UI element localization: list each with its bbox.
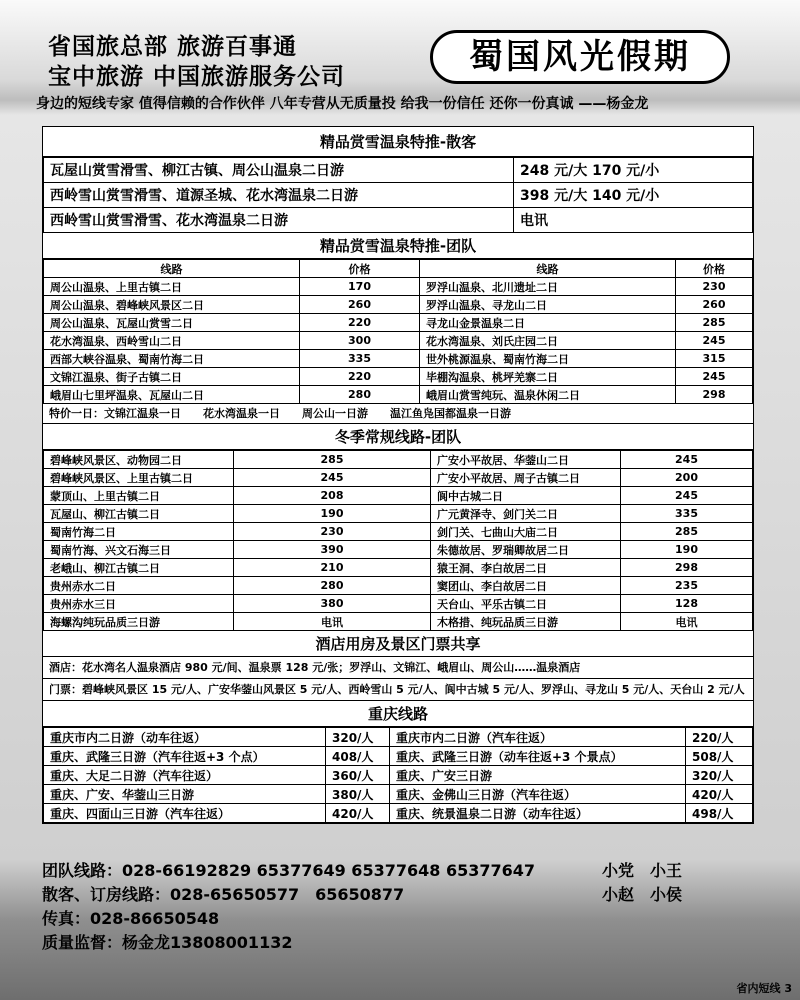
- price-cell: 300: [300, 332, 420, 350]
- fax-row: [42, 906, 762, 930]
- fax-line: 传真：028-86650548: [42, 909, 220, 928]
- route-cell: 西岭雪山赏雪滑雪、道源圣城、花水湾温泉二日游: [44, 183, 514, 208]
- price-cell: 398 元/大 140 元/小: [514, 183, 753, 208]
- price-cell: 190: [234, 505, 431, 523]
- price-cell: 230: [676, 278, 753, 296]
- price-cell: 260: [300, 296, 420, 314]
- route-cell: 贵州赤水二日: [44, 577, 234, 595]
- price-cell: 380: [234, 595, 431, 613]
- group-phone-line: 团队线路：028-66192829 65377649 65377648 65377647: [42, 861, 536, 880]
- price-cell: 128: [621, 595, 753, 613]
- route-cell: 寻龙山金景温泉二日: [420, 314, 676, 332]
- route-cell: 重庆、大足二日游（汽车往返）: [44, 766, 326, 785]
- table-row: [44, 613, 753, 631]
- price-cell: 248 元/大 170 元/小: [514, 158, 753, 183]
- price-cell: 电讯: [234, 613, 431, 631]
- retail-table: [43, 157, 753, 233]
- retail-contact-people: 小赵 小侯: [602, 885, 683, 904]
- section-title-chongqing: 重庆线路: [43, 701, 753, 727]
- route-cell: 重庆、武隆三日游（汽车往返+3 个点）: [44, 747, 326, 766]
- group-contact-row: [42, 858, 762, 882]
- price-cell: 245: [234, 469, 431, 487]
- route-cell: 老峨山、柳江古镇二日: [44, 559, 234, 577]
- table-row: [44, 766, 753, 785]
- route-cell: 重庆、金佛山三日游（汽车往返）: [390, 785, 686, 804]
- price-cell: 230: [234, 523, 431, 541]
- price-cell: 298: [676, 386, 753, 404]
- table-row: [44, 487, 753, 505]
- table-row: [44, 577, 753, 595]
- route-cell: 瓦屋山赏雪滑雪、柳江古镇、周公山温泉二日游: [44, 158, 514, 183]
- route-cell: 蒙顶山、上里古镇二日: [44, 487, 234, 505]
- price-cell: 320/人: [686, 766, 753, 785]
- price-cell: 280: [234, 577, 431, 595]
- price-cell: 280: [300, 386, 420, 404]
- table-row: [44, 559, 753, 577]
- main-board: [42, 126, 754, 824]
- price-cell: 245: [621, 451, 753, 469]
- route-cell: 广元黄泽寺、剑门关二日: [431, 505, 621, 523]
- retail-phone-line: 散客、订房线路：028-65650577 65650877: [42, 885, 405, 904]
- price-cell: 285: [234, 451, 431, 469]
- route-cell: 朱德故居、罗瑞卿故居二日: [431, 541, 621, 559]
- route-cell: 蜀南竹海二日: [44, 523, 234, 541]
- price-cell: 380/人: [326, 785, 390, 804]
- price-cell: 电讯: [514, 208, 753, 233]
- price-cell: 285: [621, 523, 753, 541]
- price-cell: 208: [234, 487, 431, 505]
- section-title-winter-routes: 冬季常规线路-团队: [43, 424, 753, 450]
- page-header: [0, 0, 800, 120]
- price-cell: 320/人: [326, 728, 390, 747]
- price-cell: 245: [676, 332, 753, 350]
- route-cell: 峨眉山七里坪温泉、瓦屋山二日: [44, 386, 300, 404]
- price-cell: 408/人: [326, 747, 390, 766]
- column-header-route: 线路: [44, 260, 300, 278]
- table-row: [44, 523, 753, 541]
- table-row: [44, 541, 753, 559]
- route-cell: 西岭雪山赏雪滑雪、花水湾温泉二日游: [44, 208, 514, 233]
- route-cell: 木格措、纯玩品质三日游: [431, 613, 621, 631]
- route-cell: 重庆、广安、华蓥山三日游: [44, 785, 326, 804]
- table-row: [44, 747, 753, 766]
- quality-row: [42, 930, 762, 954]
- route-cell: 广安小平故居、周子古镇二日: [431, 469, 621, 487]
- route-cell: 贵州赤水三日: [44, 595, 234, 613]
- hotel-info: 酒店：花水湾名人温泉酒店 980 元/间、温泉票 128 元/张；罗浮山、文锦江、峨眉山、周公山……温泉酒店: [43, 657, 753, 679]
- route-cell: 毕棚沟温泉、桃坪羌寨二日: [420, 368, 676, 386]
- table-row: [44, 368, 753, 386]
- table-row: [44, 278, 753, 296]
- ticket-info: 门票：碧峰峡风景区 15 元/人、广安华蓥山风景区 5 元/人、西岭雪山 5 元/人、阆中古城 5 元/人、罗浮山、寻龙山 5 元/人、天台山 2 元/人: [43, 679, 753, 701]
- route-cell: 花水湾温泉、西岭雪山二日: [44, 332, 300, 350]
- price-cell: 电讯: [621, 613, 753, 631]
- table-row: [44, 296, 753, 314]
- contact-block: [42, 858, 762, 954]
- route-cell: 西部大峡谷温泉、蜀南竹海二日: [44, 350, 300, 368]
- table-header-row: [44, 260, 753, 278]
- route-cell: 瓦屋山、柳江古镇二日: [44, 505, 234, 523]
- price-cell: 190: [621, 541, 753, 559]
- column-header-price: 价格: [300, 260, 420, 278]
- price-cell: 420/人: [326, 804, 390, 823]
- price-cell: 335: [300, 350, 420, 368]
- table-row: [44, 469, 753, 487]
- route-cell: 重庆、统景温泉二日游（动车往返）: [390, 804, 686, 823]
- table-row: [44, 785, 753, 804]
- retail-contact-row: [42, 882, 762, 906]
- price-cell: 170: [300, 278, 420, 296]
- header-line-1: 省国旅总部 旅游百事通: [48, 34, 298, 60]
- table-row: [44, 158, 753, 183]
- table-row: [44, 728, 753, 747]
- route-cell: 广安小平故居、华蓥山二日: [431, 451, 621, 469]
- price-cell: 220: [300, 368, 420, 386]
- table-row: [44, 386, 753, 404]
- price-cell: 260: [676, 296, 753, 314]
- table-row: [44, 505, 753, 523]
- table-row: [44, 314, 753, 332]
- price-cell: 498/人: [686, 804, 753, 823]
- route-cell: 周公山温泉、瓦屋山赏雪二日: [44, 314, 300, 332]
- route-cell: 周公山温泉、上里古镇二日: [44, 278, 300, 296]
- table-row: [44, 208, 753, 233]
- route-cell: 重庆、四面山三日游（汽车往返）: [44, 804, 326, 823]
- price-cell: 245: [621, 487, 753, 505]
- price-cell: 508/人: [686, 747, 753, 766]
- brand-logo: 蜀国风光假期: [430, 30, 730, 84]
- section-title-hotel-tickets: 酒店用房及景区门票共享: [43, 631, 753, 657]
- route-cell: 花水湾温泉、刘氏庄园二日: [420, 332, 676, 350]
- route-cell: 周公山温泉、碧峰峡风景区二日: [44, 296, 300, 314]
- table-row: [44, 332, 753, 350]
- group-hotspring-table: [43, 259, 753, 404]
- page-footer: 省内短线 3: [736, 982, 792, 995]
- route-cell: 重庆市内二日游（汽车往返）: [390, 728, 686, 747]
- section-title-retail: 精品赏雪温泉特推-散客: [43, 127, 753, 157]
- column-header-price: 价格: [676, 260, 753, 278]
- quality-supervision-line: 质量监督：杨金龙13808001132: [42, 933, 293, 952]
- route-cell: 罗浮山温泉、寻龙山二日: [420, 296, 676, 314]
- route-cell: 峨眉山赏雪纯玩、温泉休闲二日: [420, 386, 676, 404]
- table-row: [44, 804, 753, 823]
- price-cell: 245: [676, 368, 753, 386]
- route-cell: 碧峰峡风景区、上里古镇二日: [44, 469, 234, 487]
- route-cell: 重庆、广安三日游: [390, 766, 686, 785]
- section-title-group-hotspring: 精品赏雪温泉特推-团队: [43, 233, 753, 259]
- special-offer-line: 特价一日：文锦江温泉一日 花水湾温泉一日 周公山一日游 温江鱼凫国都温泉一日游: [43, 404, 753, 424]
- header-line-2: 宝中旅游 中国旅游服务公司: [48, 64, 346, 90]
- route-cell: 海螺沟纯玩品质三日游: [44, 613, 234, 631]
- price-cell: 285: [676, 314, 753, 332]
- price-cell: 360/人: [326, 766, 390, 785]
- route-cell: 天台山、平乐古镇二日: [431, 595, 621, 613]
- price-cell: 335: [621, 505, 753, 523]
- route-cell: 罗浮山温泉、北川遗址二日: [420, 278, 676, 296]
- winter-routes-table: [43, 450, 753, 631]
- price-cell: 220: [300, 314, 420, 332]
- price-cell: 220/人: [686, 728, 753, 747]
- route-cell: 猿王洞、李白故居二日: [431, 559, 621, 577]
- price-cell: 235: [621, 577, 753, 595]
- table-row: [44, 595, 753, 613]
- table-row: [44, 451, 753, 469]
- price-cell: 298: [621, 559, 753, 577]
- price-cell: 390: [234, 541, 431, 559]
- route-cell: 世外桃源温泉、蜀南竹海二日: [420, 350, 676, 368]
- price-cell: 210: [234, 559, 431, 577]
- route-cell: 重庆市内二日游（动车往返）: [44, 728, 326, 747]
- slogan: 身边的短线专家 值得信赖的合作伙伴 八年专营从无质量投 给我一份信任 还你一份真诚 ——杨金龙: [36, 96, 649, 112]
- column-header-route: 线路: [420, 260, 676, 278]
- route-cell: 窦团山、李白故居二日: [431, 577, 621, 595]
- route-cell: 重庆、武隆三日游（动车往返+3 个景点）: [390, 747, 686, 766]
- route-cell: 碧峰峡风景区、动物园二日: [44, 451, 234, 469]
- price-cell: 420/人: [686, 785, 753, 804]
- route-cell: 阆中古城二日: [431, 487, 621, 505]
- route-cell: 文锦江温泉、街子古镇二日: [44, 368, 300, 386]
- route-cell: 剑门关、七曲山大庙二日: [431, 523, 621, 541]
- chongqing-table: [43, 727, 753, 823]
- table-row: [44, 183, 753, 208]
- route-cell: 蜀南竹海、兴文石海三日: [44, 541, 234, 559]
- table-row: [44, 350, 753, 368]
- price-cell: 200: [621, 469, 753, 487]
- price-cell: 315: [676, 350, 753, 368]
- group-contact-people: 小党 小王: [602, 861, 683, 880]
